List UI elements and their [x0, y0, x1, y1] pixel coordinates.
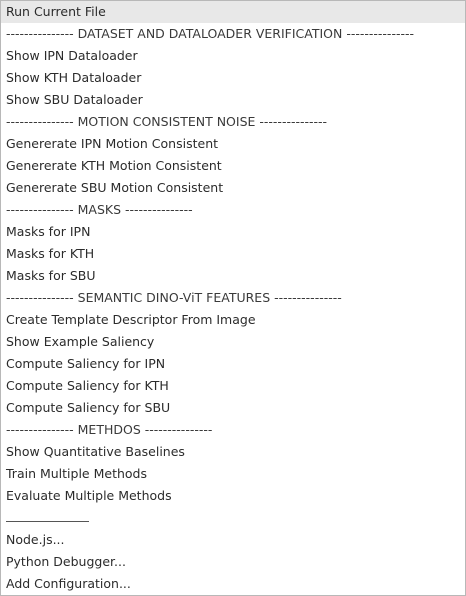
menu-item-run-current-file[interactable]: Run Current File: [1, 1, 465, 23]
menu-item-train-multiple-methods[interactable]: Train Multiple Methods: [6, 466, 147, 481]
menu-section-header: --------------- DATASET AND DATALOADER VERIFICATION ---------------: [6, 26, 414, 41]
menu-section-header: --------------- METHDOS ---------------: [6, 422, 213, 437]
menu-item-python-debugger[interactable]: Python Debugger...: [6, 554, 126, 569]
menu-item-compute-saliency-for-kth[interactable]: Compute Saliency for KTH: [6, 378, 169, 393]
menu-divider: [1, 507, 465, 529]
menu-item-evaluate-multiple-methods[interactable]: Evaluate Multiple Methods: [6, 488, 172, 503]
menu-item-masks-for-kth[interactable]: Masks for KTH: [6, 246, 95, 261]
menu-item-genererate-ipn-motion-consistent[interactable]: Genererate IPN Motion Consistent: [6, 136, 219, 151]
menu-item-show-quantitative-baselines[interactable]: Show Quantitative Baselines: [6, 444, 185, 459]
menu-item-add-configuration[interactable]: Add Configuration...: [6, 576, 131, 591]
menu-item-create-template-descriptor-from-image[interactable]: Create Template Descriptor From Image: [6, 312, 256, 327]
menu-item-show-ipn-dataloader[interactable]: Show IPN Dataloader: [6, 48, 138, 63]
menu-item-genererate-kth-motion-consistent[interactable]: Genererate KTH Motion Consistent: [6, 158, 222, 173]
menu-section-header: --------------- MASKS ---------------: [6, 202, 193, 217]
menu-item-node-js[interactable]: Node.js...: [6, 532, 65, 547]
menu-section-header: --------------- SEMANTIC DINO-ViT FEATURES ---------------: [6, 290, 342, 305]
menu-item-masks-for-ipn[interactable]: Masks for IPN: [6, 224, 91, 239]
menu-item-show-sbu-dataloader[interactable]: Show SBU Dataloader: [6, 92, 143, 107]
menu-item-show-kth-dataloader[interactable]: Show KTH Dataloader: [6, 70, 142, 85]
menu-section-header: --------------- MOTION CONSISTENT NOISE ---------------: [6, 114, 328, 129]
menu-item-compute-saliency-for-sbu[interactable]: Compute Saliency for SBU: [6, 400, 171, 415]
menu-item-masks-for-sbu[interactable]: Masks for SBU: [6, 268, 96, 283]
menu-item-compute-saliency-for-ipn[interactable]: Compute Saliency for IPN: [6, 356, 166, 371]
divider-line: [6, 521, 89, 522]
menu-item-genererate-sbu-motion-consistent[interactable]: Genererate SBU Motion Consistent: [6, 180, 224, 195]
menu-item-show-example-saliency[interactable]: Show Example Saliency: [6, 334, 155, 349]
